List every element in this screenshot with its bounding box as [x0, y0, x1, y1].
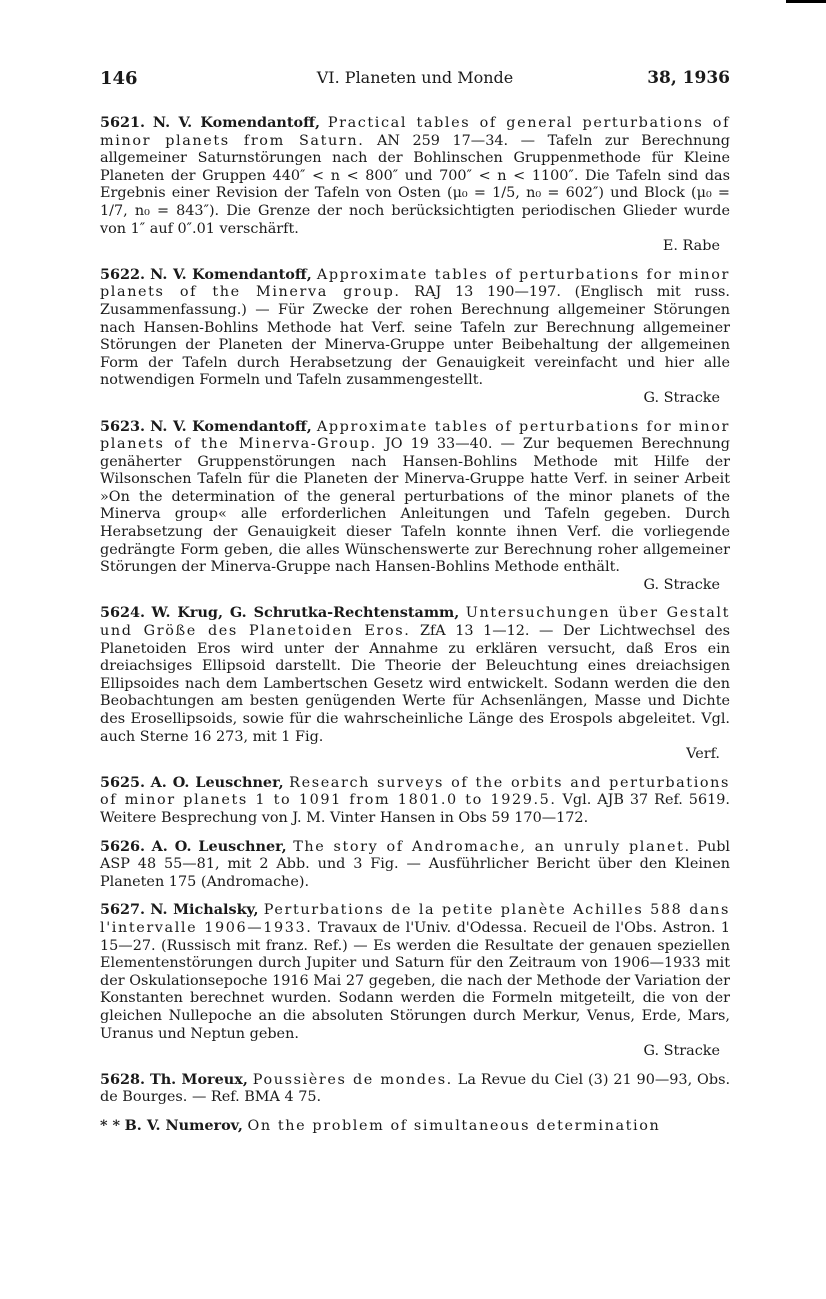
entry-number: 5627.: [100, 901, 146, 919]
entry-5624: [100, 604, 730, 763]
entry-title: The story of Andromache, an unruly planet.: [293, 838, 691, 855]
entry-reviewer: G. Stracke: [643, 389, 720, 406]
top-edge-rule: [786, 0, 826, 3]
entry-author: N. V. Komendantoff,: [152, 114, 320, 131]
entry-author: W. Krug, G. Schrutka-Rechtenstamm,: [151, 604, 460, 622]
entry-reviewer: G. Stracke: [643, 576, 720, 593]
entry-number: 5622.: [100, 265, 146, 283]
entry-5623: [100, 418, 730, 595]
entry-5622: [100, 266, 730, 408]
entry-title: Perturbations de la petite planète Achilles 588 dans l'intervalle 1906—1933.: [100, 902, 731, 936]
entry-number: 5628.: [100, 1070, 146, 1088]
volume-year: 38, 1936: [647, 68, 730, 88]
entry-title: Approximate tables of perturbations for minor planets of the Minerva-Group.: [100, 418, 730, 453]
entry-text: Travaux de l'Univ. d'Odessa. Recueil de l'Obs. Astron. 1 15—27. (Russisch mit franz. Ref.) — Es werden die Resultate der genauen speziellen Elementenstörungen durch Jupiter und Saturn für den Zeitraum von 1906—1933 mit der Oskulationsepoche 1916 Mai 27 gegeben, die nach der Methode der Variation der Konstanten berechnet wurden. Sodann werden die Formeln mitgeteilt, die von der gleichen Nullepoche an die absoluten Störungen durch Merkur, Venus, Erde, Mars, Uranus und Neptun geben.: [100, 919, 731, 1042]
entry-author: B. V. Numerov,: [124, 1116, 243, 1134]
entry-text: AN 259 17—34. — Tafeln zur Berechnung allgemeiner Saturnstörungen nach der Bohlinschen Gruppenmethode für Kleine Planeten der Gruppen 440″ < n < 800″ und 700″ < n < 1100″. Die Tafeln sind das Ergebnis einer Revision der Tafeln von Osten (μ₀ = 1/5, n₀ = 602″) und Block (μ₀ = 1/7, n₀ = 843″). Die Grenze der noch berücksichtigten periodischen Glieder wurde von 1″ auf 0″.01 verschärft.: [100, 132, 731, 237]
entry-number: 5623.: [100, 417, 146, 435]
entry-number: 5621.: [100, 114, 146, 131]
entry-5625: [100, 774, 730, 828]
entry-text: JO 19 33—40. — Zur bequemen Berechnung genäherter Gruppenstörungen nach Hansen-Bohlins Methode mit Hilfe der Wilsonschen Tafeln für die Planeten der Minerva-Gruppe hatte Verf. in seiner Arbeit »On the determination of the general perturbations of the minor planets of the Minerva group« alle erforderlichen Anleitungen und Tafeln gegeben. Durch Herabsetzung der Genauigkeit dieser Tafeln konnte ihnen Verf. die vorliegende gedrängte Form geben, die alles Wünschenswerte zur Berechnung roher allgemeiner Störungen der Minerva-Gruppe nach Hansen-Bohlins Methode enthält.: [100, 436, 731, 576]
entry-title: Approximate tables of perturbations for minor planets of the Minerva group.: [100, 266, 730, 301]
entries-list: [100, 114, 730, 1145]
entry-title: On the problem of simultaneous determination: [247, 1117, 661, 1134]
entry-reviewer: G. Stracke: [643, 1043, 720, 1060]
entry-title: Untersuchungen über Gestalt und Größe des Planetoiden Eros.: [100, 605, 731, 640]
entry-number: * *: [100, 1116, 121, 1134]
entry-author: A. O. Leuschner,: [150, 773, 284, 791]
entry-text: Vgl. AJB 37 Ref. 5619. Weitere Besprechung von J. M. Vinter Hansen in Obs 59 170—172.: [100, 792, 730, 826]
entry-number: 5626.: [100, 837, 146, 855]
entry-5628: [100, 1071, 730, 1107]
entry-5627: [100, 901, 730, 1060]
running-title: VI. Planeten und Monde: [316, 68, 514, 87]
entry-title: Research surveys of the orbits and perturbations of minor planets 1 to 1091 from 1801.0 to 1929.5.: [100, 774, 731, 809]
entry-number: 5625.: [100, 773, 146, 791]
entry-5626: [100, 838, 730, 892]
entry-author: N. V. Komendantoff,: [150, 265, 312, 283]
entry-reviewer: Verf.: [686, 746, 720, 763]
entry-text: ZfA 13 1—12. — Der Lichtwechsel des Planetoiden Eros wird unter der Annahme zu erklären versucht, daß Eros ein dreiachsiges Ellipsoid darstellt. Die Theorie der Beleuchtung eines dreiachsigen Ellipsoides nach dem Lambertschen Gesetz wird entwickelt. Sodann werden die den Beobachtungen am besten genügenden Werte für Achsenlängen, Masse und Dichte des Erosellipsoids, sowie für die wahrscheinliche Länge des Erospols abgeleitet. Vgl. auch Sterne 16 273, mit 1 Fig.: [100, 623, 730, 745]
entry-title: Practical tables of general perturbations of minor planets from Saturn.: [100, 115, 730, 149]
entry-author: A. O. Leuschner,: [151, 837, 287, 855]
entry-text: La Revue du Ciel (3) 21 90—93, Obs. de Bourges. — Ref. BMA 4 75.: [100, 1071, 731, 1106]
entry-5621: [100, 114, 730, 256]
entry-text: Publ ASP 48 55—81, mit 2 Abb. und 3 Fig. — Ausführlicher Bericht über den Kleinen Planeten 175 (Andromache).: [100, 838, 731, 890]
entry-number: 5624.: [100, 604, 146, 622]
entry-author: N. V. Komendantoff,: [150, 417, 312, 435]
page-header: [100, 68, 730, 92]
page-number: 146: [100, 68, 138, 89]
entry-reviewer: E. Rabe: [662, 238, 720, 255]
entry-title: Poussières de mondes.: [252, 1071, 453, 1088]
entry-text: RAJ 13 190—197. (Englisch mit russ. Zusammenfassung.) — Für Zwecke der rohen Berechnung allgemeiner Störungen nach Hansen-Bohlins Methode hat Verf. seine Tafeln zur Berechnung allgemeiner Störungen der Planeten der Minerva-Gruppe unter Beibehaltung der allgemeinen Form der Tafeln durch Herabsetzung der Genauigkeit vereinfacht und hier alle notwendigen Formeln und Tafeln zusammengestellt.: [100, 284, 731, 389]
entry-numerov: [100, 1117, 730, 1136]
entry-author: N. Michalsky,: [150, 901, 259, 919]
entry-author: Th. Moreux,: [149, 1070, 248, 1088]
